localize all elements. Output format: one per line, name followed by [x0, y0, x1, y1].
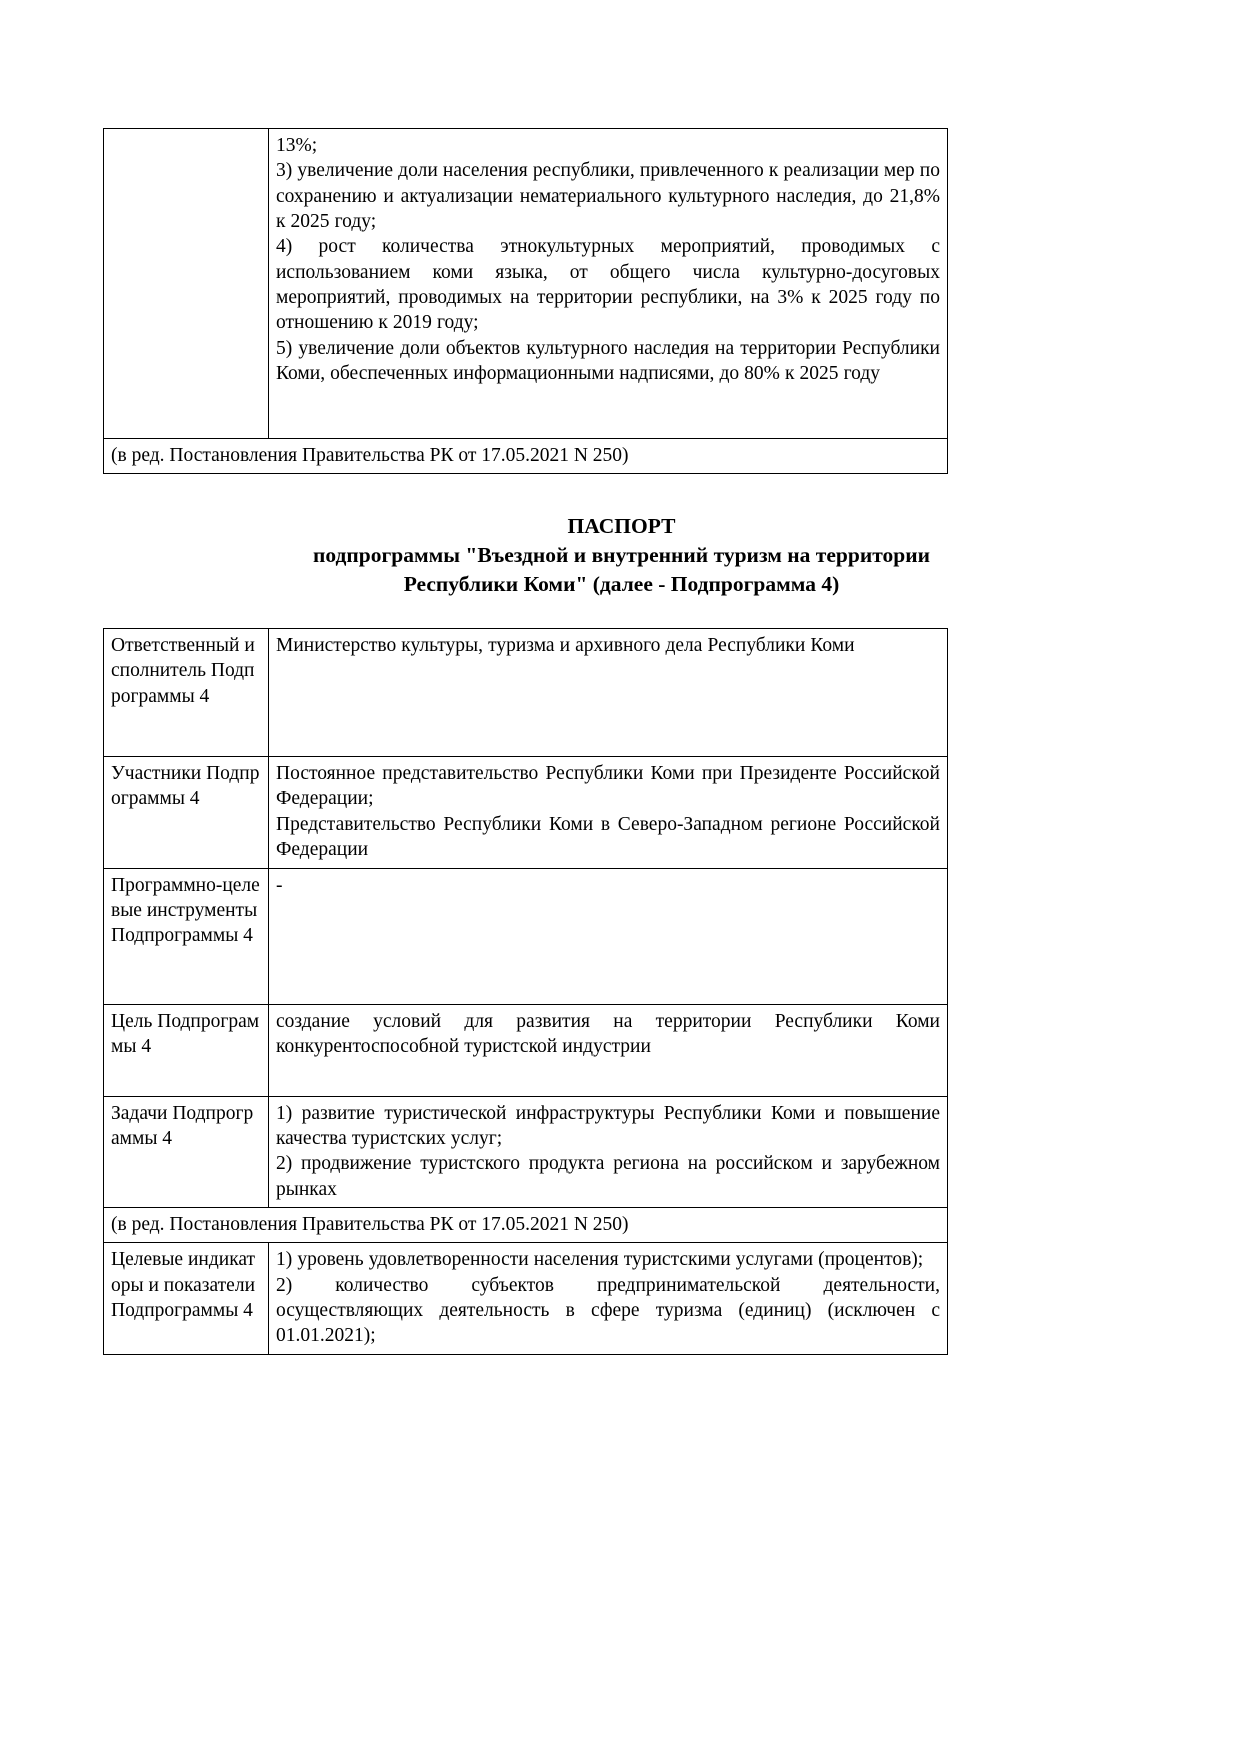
table-row [104, 1004, 948, 1096]
paragraph: 2) продвижение туристского продукта региона на российском и зарубежном рынках [276, 1153, 940, 1200]
row-value-target-indicators [269, 1243, 948, 1354]
page-title-line-1: ПАСПОРТ [567, 514, 676, 539]
row-value-participants [269, 757, 948, 868]
continued-table [103, 128, 948, 474]
paragraph: 1) развитие туристической инфраструктуры Республики Коми и повышение качества туристских услуг; [276, 1102, 940, 1149]
paragraph: создание условий для развития на территории Республики Коми конкурентоспособной туристской индустрии [276, 1010, 940, 1057]
paragraph: 5) увеличение доли объектов культурного наследия на территории Республики Коми, обеспеченных информационными надписями, до 80% к 2025 году [276, 337, 940, 385]
paragraph: Постоянное представительство Республики Коми при Президенте Российской Федерации; [276, 763, 940, 810]
row-label-program-target-instruments: Программно-целевые инструменты Подпрограммы 4 [104, 868, 269, 1004]
row-label-responsible-executor: Ответственный исполнитель Подпрограммы 4 [104, 629, 269, 757]
paragraph: 2) количество субъектов предпринимательской деятельности, осуществляющих деятельность в сфере туризма (единиц) (исключен с 01.01.2021); [276, 1274, 940, 1347]
paragraph: 4) рост количества этнокультурных мероприятий, проводимых с использованием коми языка, от общего числа культурно-досуговых мероприятий, проводимых на территории республики, на 3% к 2025 году по отношению к 2019 году; [276, 236, 940, 334]
row-label-goal: Цель Подпрограммы 4 [104, 1004, 269, 1096]
row-label-target-indicators: Целевые индикаторы и показатели Подпрограммы 4 [104, 1243, 269, 1354]
editorial-note: (в ред. Постановления Правительства РК от 17.05.2021 N 250) [104, 1207, 948, 1242]
row-value-program-target-instruments [269, 868, 948, 1004]
table-row [104, 1096, 948, 1207]
paragraph: Представительство Республики Коми в Северо-Западном регионе Российской Федерации [276, 813, 940, 861]
paragraph: 3) увеличение доли населения республики, привлеченного к реализации мер по сохранению и актуализации нематериального культурного наследия, до 21,8% к 2025 году; [276, 160, 940, 233]
continued-table-value [269, 129, 948, 439]
continued-table-empty-label [104, 129, 269, 439]
row-label-participants: Участники Подпрограммы 4 [104, 757, 269, 868]
spacer [103, 598, 1140, 628]
paragraph: - [276, 874, 283, 896]
passport-table [103, 628, 948, 1354]
row-value-goal [269, 1004, 948, 1096]
editorial-note: (в ред. Постановления Правительства РК от 17.05.2021 N 250) [104, 439, 948, 474]
page-title-line-3: Республики Коми" (далее - Подпрограмма 4) [403, 571, 840, 596]
page-title-line-2: подпрограммы "Въездной и внутренний туризм на территории [313, 542, 930, 567]
table-row [104, 1243, 948, 1354]
table-row-editorial-note [104, 439, 948, 474]
paragraph: Министерство культуры, туризма и архивного дела Республики Коми [276, 635, 855, 657]
row-value-responsible-executor [269, 629, 948, 757]
page-title [103, 512, 1140, 598]
row-label-tasks: Задачи Подпрограммы 4 [104, 1096, 269, 1207]
table-row [104, 757, 948, 868]
table-row-editorial-note [104, 1207, 948, 1242]
table-row [104, 629, 948, 757]
paragraph: 1) уровень удовлетворенности населения туристскими услугами (процентов); [276, 1249, 924, 1271]
row-value-tasks [269, 1096, 948, 1207]
paragraph: 13%; [276, 135, 318, 156]
table-row [104, 129, 948, 439]
table-row [104, 868, 948, 1004]
